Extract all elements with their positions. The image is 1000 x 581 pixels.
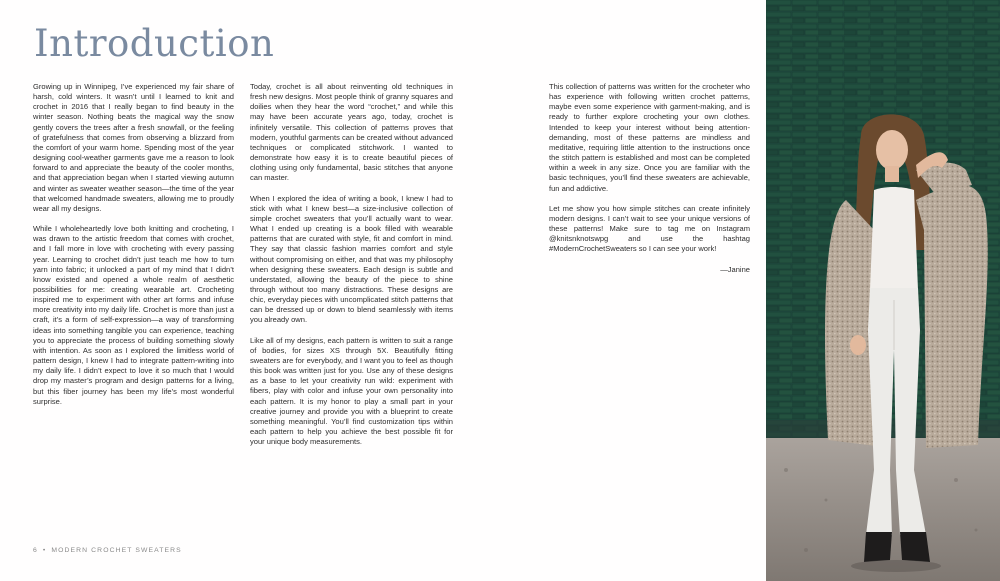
- page-footer: [33, 547, 182, 554]
- footer-separator: •: [42, 547, 47, 554]
- paragraph: Let me show you how simple stitches can create infinitely modern designs. I can’t wait to see your unique versions of these patterns! Make sure to tag me on Instagram @knitsnknotswpg and use the hashtag #ModernCrochetSweaters so I can see your work!: [549, 203, 750, 254]
- paragraph: When I explored the idea of writing a book, I knew I had to stick with what I knew best—a size-inclusive collection of simple crochet sweaters that you’ll actually want to wear. What I ended up creating is a book filled with wearable patterns that are curated with style, fit and comfort in mind. They say that classic fashion marries comfort and style without compromising on either, and that was my philosophy when designing these sweaters. Each design is subtle and understated, allowing the beauty of the piece to shine through without too many distractions. These designs are chic, everyday pieces with uncomplicated stitch patterns that can be dressed up or down to blend seamlessly with items you already own.: [250, 193, 453, 325]
- paragraph: Like all of my designs, each pattern is written to suit a range of bodies, for sizes XS through 5X. Beautifully fitting sweaters are for everybody, and I want you to feel as though this book was written just for you. Use any of these designs as a base to let your creativity run wild: experiment with fibers, play with color and infuse your own personality into each pattern. It is my honor to play a small part in your creative journey and provide you with a blueprint to create something meaningful. You’ll find customization tips within each pattern to help you achieve the best possible fit for your unique body measurements.: [250, 335, 453, 447]
- text-column-3: [549, 82, 750, 285]
- author-photo: [766, 0, 1000, 581]
- text-column-2: [250, 82, 453, 457]
- page-title: Introduction: [34, 22, 275, 65]
- paragraph: This collection of patterns was written for the crocheter who has experience with following written crochet patterns, maybe even some experience with garment-making, and is ready to further explore crocheting your own clothes. Intended to keep your interest without being attention-demanding, most of these patterns are mindless and meditative, requiring little attention to the instructions once the stitch pattern is established and most can be completed within a week in any size. Once you are familiar with the basic techniques, you’ll find these sweaters are achievable, fun and addictive.: [549, 82, 750, 193]
- paragraph: Growing up in Winnipeg, I’ve experienced my fair share of harsh, cold winters. It wasn’t until I learned to knit and crochet in 2016 that I really began to find beauty in the winter season. Nothing beats the magical way the snow gently covers the trees after a fresh snowfall, or the feeling of gratefulness that comes from observing a blizzard from the comfort of your warm home. Spending most of the year designing cool-weather garments gave me a reason to look forward to and appreciate the beauty of the cooler months, and that appreciation began when I started viewing autumn and winter as sweater weather season—the time of the year that welcomed handmade sweaters, allowing me to proudly wear all my designs.: [33, 82, 234, 213]
- text-column-1: [33, 82, 234, 417]
- page-number: 6: [33, 547, 38, 554]
- book-title: MODERN CROCHET SWEATERS: [51, 547, 182, 554]
- photo-icon: [766, 0, 1000, 581]
- paragraph: While I wholeheartedly love both knitting and crocheting, I was drawn to the artistic freedom that comes with crochet, and I fall more in love with crocheting with every passing year. Learning to crochet didn’t just teach me how to turn yarn into fabric; it unlocked a part of my mind that I didn’t know existed and opened a whole realm of aesthetic possibilities for me: creating wearable art. Crocheting inspired me to experiment with other art forms and infuse more creativity into my daily life. Crochet is more than just a craft, it’s a form of self-expression—a way of transforming ideas into something tangible you can experience, teaching you to appreciate the process of building something slowly with intention. As soon as I explored the limitless world of pattern design, I knew I had to integrate pattern-writing into my daily life. I didn’t expect to love it so much that I would drop my master’s program and design patterns for a living, but this fiber journey has been my life’s most wonderful surprise.: [33, 224, 234, 406]
- paragraph: Today, crochet is all about reinventing old techniques in fresh new designs. Most people think of granny squares and doilies when they hear the word “crochet,” and while this may have been accurate years ago, today, crochet is infinitely versatile. This collection of patterns proves that modern, youthful garments can be created without advanced techniques or complicated stitchwork. I wanted to demonstrate how easy it is to create beautiful pieces of clothing using only fundamental, basic stitches that anyone can master.: [250, 82, 453, 183]
- signature: —Janine: [720, 264, 750, 274]
